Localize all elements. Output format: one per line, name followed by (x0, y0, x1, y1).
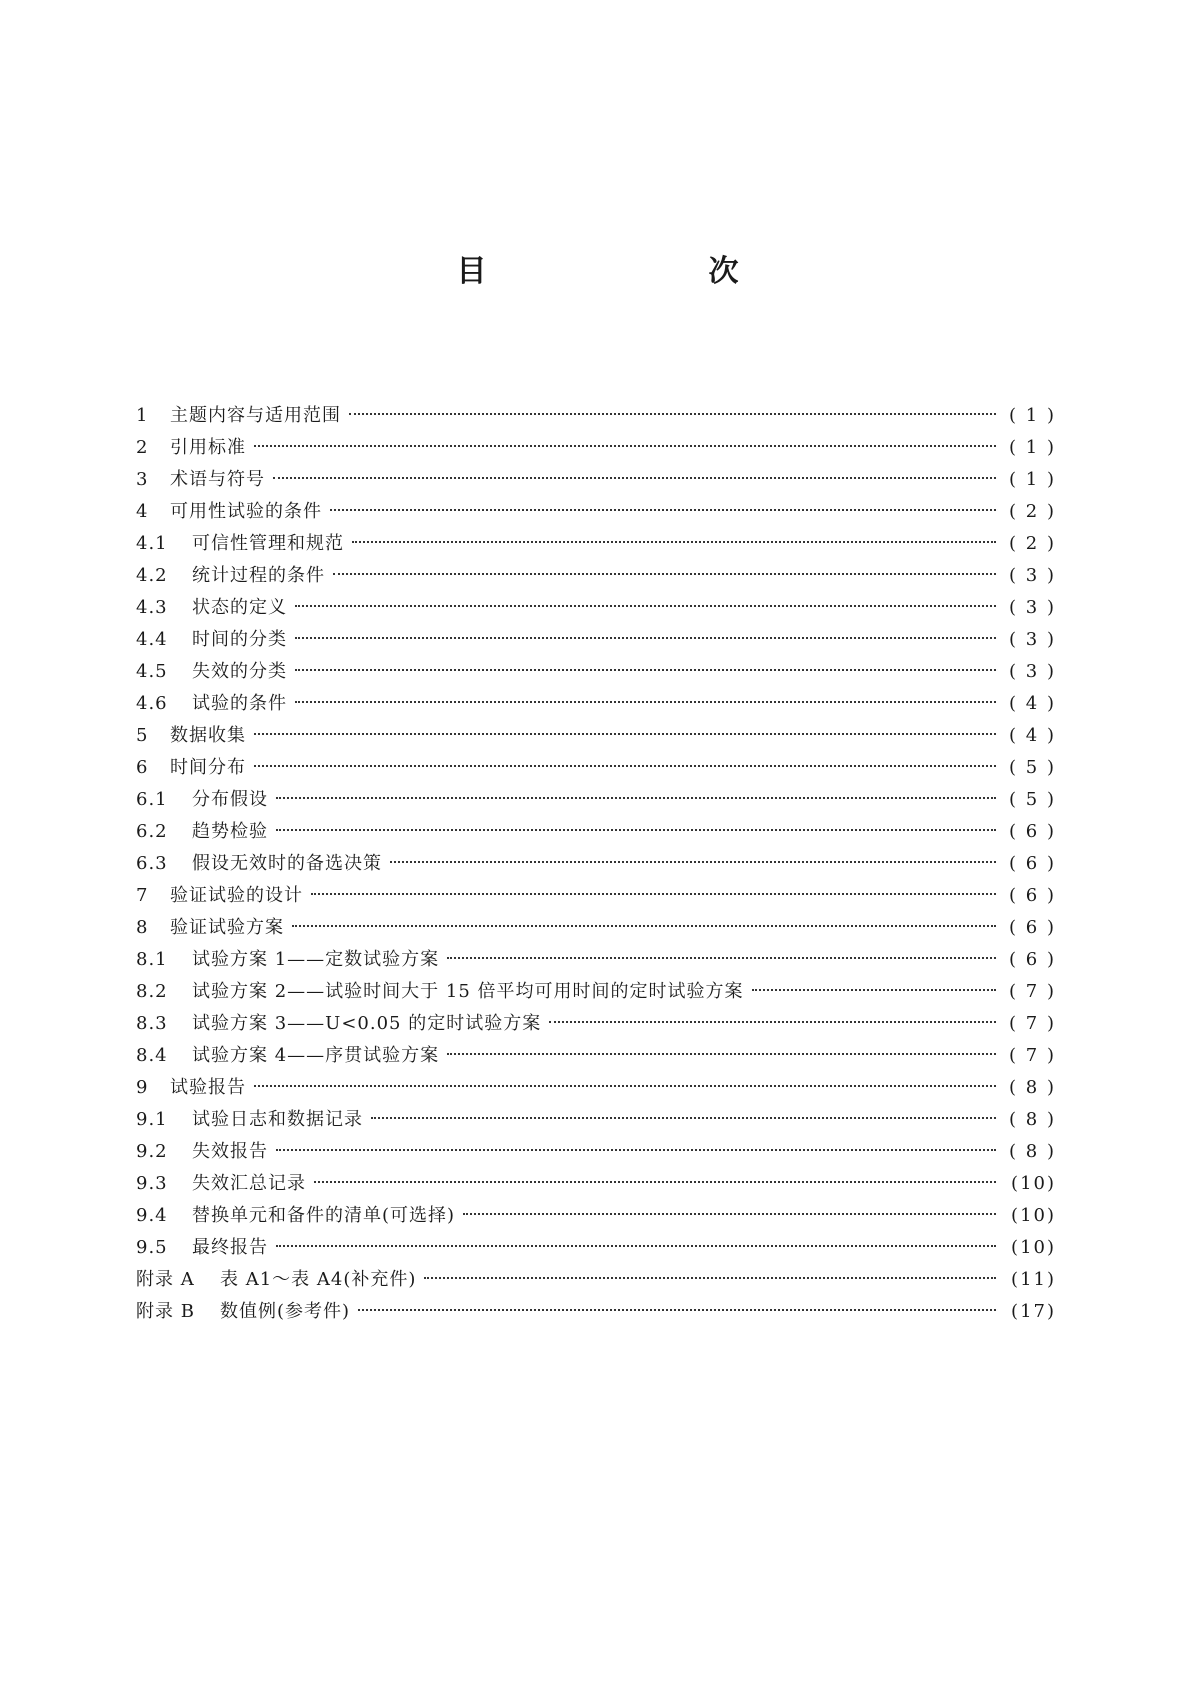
toc-leader-dots (447, 957, 996, 959)
toc-leader-dots (330, 509, 996, 511)
toc-entry-title: 时间分布 (170, 757, 246, 778)
toc-entry-number: 6.3 (136, 853, 168, 874)
toc-entry-page: ( 3 ) (1009, 629, 1056, 650)
toc-entry[interactable] (136, 592, 1056, 624)
toc-entry-title: 假设无效时的备选决策 (192, 853, 382, 874)
toc-entry-title: 试验日志和数据记录 (192, 1109, 363, 1130)
toc-entry[interactable] (136, 496, 1056, 528)
toc-entry-page: (11) (1011, 1269, 1056, 1290)
toc-entry[interactable] (136, 912, 1056, 944)
toc-entry-page: ( 8 ) (1009, 1109, 1056, 1130)
toc-entry-title: 统计过程的条件 (192, 565, 325, 586)
toc-entry-number: 6 (136, 757, 149, 778)
toc-entry-number: 8.3 (136, 1013, 168, 1034)
toc-entry-page: ( 6 ) (1009, 885, 1056, 906)
toc-entry-page: ( 5 ) (1009, 789, 1056, 810)
toc-entry[interactable] (136, 720, 1056, 752)
toc-entry[interactable] (136, 752, 1056, 784)
toc-entry-number: 8 (136, 917, 149, 938)
toc-entry-title: 最终报告 (192, 1237, 268, 1258)
toc-leader-dots (314, 1181, 996, 1183)
toc-leader-dots (371, 1117, 996, 1119)
toc-leader-dots (390, 861, 996, 863)
toc-entry-page: ( 6 ) (1009, 853, 1056, 874)
toc-entry[interactable] (136, 1040, 1056, 1072)
toc-entry[interactable] (136, 816, 1056, 848)
toc-leader-dots (273, 477, 996, 479)
toc-entry-page: (10) (1011, 1205, 1056, 1226)
toc-leader-dots (311, 893, 996, 895)
toc-entry-number: 5 (136, 725, 149, 746)
toc-entry[interactable] (136, 1008, 1056, 1040)
toc-entry-title: 时间的分类 (192, 629, 287, 650)
toc-entry-title: 表 A1～表 A4(补充件) (220, 1269, 417, 1290)
toc-entry-title: 替换单元和备件的清单(可选择) (192, 1205, 456, 1226)
toc-entry-page: ( 5 ) (1009, 757, 1056, 778)
toc-entry-number: 9.3 (136, 1173, 168, 1194)
toc-entry-page: (17) (1011, 1301, 1056, 1322)
toc-entry-page: ( 3 ) (1009, 597, 1056, 618)
toc-entry-number: 附录 B (136, 1301, 195, 1322)
toc-entry-page: (10) (1011, 1173, 1056, 1194)
toc-entry-title: 试验方案 4——序贯试验方案 (192, 1045, 440, 1066)
toc-entry-number: 3 (136, 469, 149, 490)
toc-entry-number: 9.1 (136, 1109, 168, 1130)
toc-leader-dots (295, 701, 996, 703)
toc-entry-number: 4 (136, 501, 149, 522)
toc-entry[interactable] (136, 1296, 1056, 1328)
toc-entry[interactable] (136, 656, 1056, 688)
page-title: 目 次 (456, 254, 835, 289)
toc-entry-page: ( 6 ) (1009, 949, 1056, 970)
toc-leader-dots (276, 1149, 996, 1151)
toc-entry-number: 6.1 (136, 789, 168, 810)
toc-entry-page: ( 1 ) (1009, 405, 1056, 426)
toc-entry-number: 4.1 (136, 533, 168, 554)
toc-entry[interactable] (136, 1136, 1056, 1168)
toc-entry-page: ( 7 ) (1009, 1013, 1056, 1034)
toc-entry-title: 试验方案 2——试验时间大于 15 倍平均可用时间的定时试验方案 (192, 981, 744, 1002)
toc-entry[interactable] (136, 560, 1056, 592)
toc-entry-page: ( 6 ) (1009, 821, 1056, 842)
toc-leader-dots (295, 637, 996, 639)
toc-entry[interactable] (136, 1168, 1056, 1200)
toc-leader-dots (254, 765, 996, 767)
toc-entry-page: ( 4 ) (1009, 725, 1056, 746)
toc-entry-title: 验证试验的设计 (170, 885, 303, 906)
toc-leader-dots (333, 573, 996, 575)
toc-entry[interactable] (136, 400, 1056, 432)
toc-entry-title: 验证试验方案 (170, 917, 284, 938)
toc-entry-title: 分布假设 (192, 789, 268, 810)
table-of-contents (136, 400, 1056, 1328)
toc-leader-dots (352, 541, 996, 543)
toc-leader-dots (254, 445, 996, 447)
toc-entry-page: ( 4 ) (1009, 693, 1056, 714)
toc-entry-title: 数值例(参考件) (220, 1301, 351, 1322)
toc-entry-title: 失效汇总记录 (192, 1173, 306, 1194)
toc-leader-dots (276, 829, 996, 831)
toc-entry-page: (10) (1011, 1237, 1056, 1258)
toc-leader-dots (463, 1213, 996, 1215)
toc-entry-number: 附录 A (136, 1269, 195, 1290)
toc-entry-page: ( 2 ) (1009, 533, 1056, 554)
toc-entry-number: 9.4 (136, 1205, 168, 1226)
toc-entry-number: 8.4 (136, 1045, 168, 1066)
toc-entry-page: ( 1 ) (1009, 469, 1056, 490)
toc-entry-number: 6.2 (136, 821, 168, 842)
toc-entry-number: 1 (136, 405, 149, 426)
toc-leader-dots (424, 1277, 996, 1279)
toc-entry[interactable] (136, 528, 1056, 560)
toc-entry-page: ( 8 ) (1009, 1077, 1056, 1098)
toc-entry-number: 4.5 (136, 661, 168, 682)
toc-entry[interactable] (136, 1104, 1056, 1136)
toc-entry-title: 试验方案 1——定数试验方案 (192, 949, 440, 970)
toc-entry[interactable] (136, 848, 1056, 880)
toc-entry-title: 试验报告 (170, 1077, 246, 1098)
toc-entry-page: ( 8 ) (1009, 1141, 1056, 1162)
toc-entry-page: ( 7 ) (1009, 981, 1056, 1002)
toc-entry-title: 失效的分类 (192, 661, 287, 682)
toc-leader-dots (295, 669, 996, 671)
toc-entry-title: 可信性管理和规范 (192, 533, 344, 554)
toc-entry[interactable] (136, 1264, 1056, 1296)
toc-entry-number: 8.2 (136, 981, 168, 1002)
toc-entry-page: ( 1 ) (1009, 437, 1056, 458)
toc-entry-page: ( 7 ) (1009, 1045, 1056, 1066)
toc-entry[interactable] (136, 1232, 1056, 1264)
toc-entry-number: 4.3 (136, 597, 168, 618)
toc-entry-title: 术语与符号 (170, 469, 265, 490)
toc-entry[interactable] (136, 1200, 1056, 1232)
toc-entry-number: 4.4 (136, 629, 168, 650)
toc-entry-number: 4.6 (136, 693, 168, 714)
toc-entry-title: 试验的条件 (192, 693, 287, 714)
toc-entry[interactable] (136, 464, 1056, 496)
toc-entry-title: 趋势检验 (192, 821, 268, 842)
toc-entry-number: 9 (136, 1077, 149, 1098)
toc-entry[interactable] (136, 1072, 1056, 1104)
toc-entry[interactable] (136, 944, 1056, 976)
toc-entry[interactable] (136, 784, 1056, 816)
toc-entry-title: 引用标准 (170, 437, 246, 458)
toc-entry-title: 数据收集 (170, 725, 246, 746)
toc-entry-number: 9.2 (136, 1141, 168, 1162)
toc-leader-dots (276, 797, 996, 799)
toc-leader-dots (254, 733, 996, 735)
toc-leader-dots (752, 989, 996, 991)
toc-leader-dots (254, 1085, 996, 1087)
toc-leader-dots (349, 413, 996, 415)
toc-entry-number: 4.2 (136, 565, 168, 586)
toc-entry-page: ( 2 ) (1009, 501, 1056, 522)
toc-leader-dots (447, 1053, 996, 1055)
toc-leader-dots (549, 1021, 996, 1023)
toc-entry-page: ( 6 ) (1009, 917, 1056, 938)
toc-entry-number: 9.5 (136, 1237, 168, 1258)
toc-entry-page: ( 3 ) (1009, 565, 1056, 586)
toc-entry[interactable] (136, 880, 1056, 912)
toc-entry-title: 试验方案 3——U<0.05 的定时试验方案 (192, 1013, 542, 1034)
toc-leader-dots (276, 1245, 996, 1247)
toc-entry-title: 可用性试验的条件 (170, 501, 322, 522)
toc-entry-number: 7 (136, 885, 149, 906)
toc-entry-title: 状态的定义 (192, 597, 287, 618)
toc-entry-title: 失效报告 (192, 1141, 268, 1162)
toc-entry[interactable] (136, 976, 1056, 1008)
toc-entry[interactable] (136, 432, 1056, 464)
toc-entry[interactable] (136, 624, 1056, 656)
toc-leader-dots (358, 1309, 996, 1311)
toc-entry[interactable] (136, 688, 1056, 720)
toc-entry-title: 主题内容与适用范围 (170, 405, 341, 426)
toc-leader-dots (292, 925, 996, 927)
toc-leader-dots (295, 605, 996, 607)
toc-entry-number: 8.1 (136, 949, 168, 970)
toc-entry-number: 2 (136, 437, 149, 458)
toc-entry-page: ( 3 ) (1009, 661, 1056, 682)
